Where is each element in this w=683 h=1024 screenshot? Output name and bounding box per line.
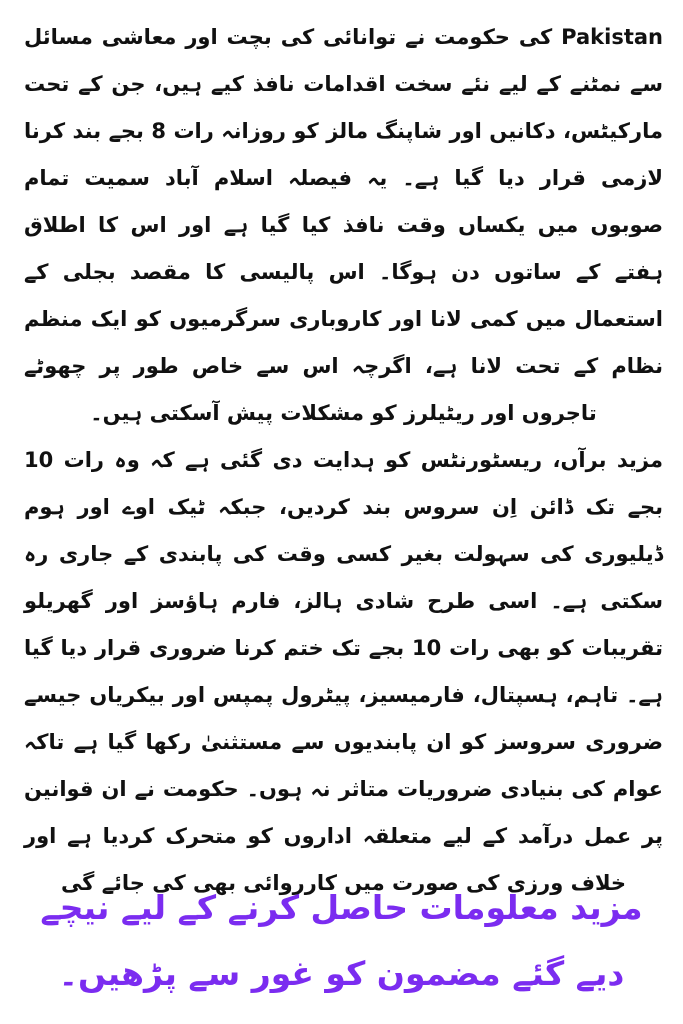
article-body: [24, 14, 663, 907]
read-more-callout: [18, 875, 665, 1007]
callout-line-1: مزید معلومات حاصل کرنے کے لیے نیچے: [40, 888, 643, 927]
article-paragraph-1: Pakistan کی حکومت نے توانائی کی بچت اور معاشی مسائل سے نمٹنے کے لیے نئے سخت اقدامات نافذ کیے ہیں، جن کے تحت مارکیٹس، دکانیں اور شاپنگ مالز کو روزانہ رات 8 بجے بند کرنا لازمی قرار دیا گیا ہے۔ یہ فیصلہ اسلام آباد سمیت تمام صوبوں میں یکساں وقت نافذ کیا گیا ہے اور اس کا اطلاق ہفتے کے ساتوں دن ہوگا۔ اس پالیسی کا مقصد بجلی کے استعمال میں کمی لانا اور کاروباری سرگرمیوں کو ایک منظم نظام کے تحت لانا ہے، اگرچہ اس سے خاص طور پر چھوٹے تاجروں اور ریٹیلرز کو مشکلات پیش آسکتی ہیں۔: [24, 25, 663, 425]
callout-line-2: دیے گئے مضمون کو غور سے پڑھیں۔: [58, 954, 625, 993]
article-paragraph-2: مزید برآں، ریسٹورنٹس کو ہدایت دی گئی ہے کہ وہ رات 10 بجے تک ڈائن اِن سروس بند کردیں، جبکہ ٹیک اوے اور ہوم ڈیلیوری کی سہولت بغیر کسی وقت کی پابندی کے جاری رہ سکتی ہے۔ اسی طرح شادی ہالز، فارم ہاؤسز اور گھریلو تقریبات کو بھی رات 10 بجے تک ختم کرنا ضروری قرار دیا گیا ہے۔ تاہم، ہسپتال، فارمیسیز، پیٹرول پمپس اور بیکریاں جیسے ضروری سروسز کو ان پابندیوں سے مستثنیٰ رکھا گیا ہے تاکہ عوام کی بنیادی ضروریات متاثر نہ ہوں۔ حکومت نے ان قوانین پر عمل درآمد کے لیے متعلقہ اداروں کو متحرک کردیا ہے اور خلاف ورزی کی صورت میں کارروائی بھی کی جائے گی: [24, 448, 663, 895]
